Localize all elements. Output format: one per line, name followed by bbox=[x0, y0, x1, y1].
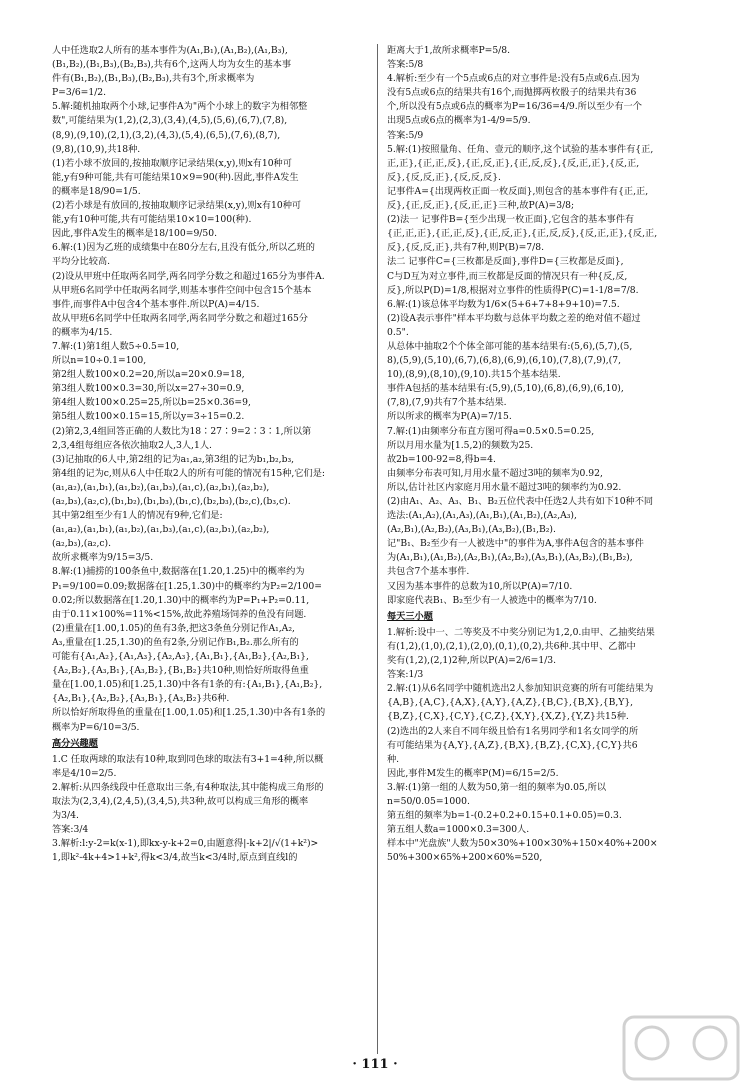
left-text-line: P₁=9/100=0.09;数据落在[1.25,1.30)中的概率约为P₂=2/100= bbox=[52, 580, 322, 592]
left-column bbox=[52, 44, 382, 865]
right-text-line: 样本中"光盘族"人数为50×30%+100×30%+150×40%+200× bbox=[387, 838, 658, 850]
left-text-line: 1,即k²-4k+4>1+k²,得k<3/4,故当k<3/4时,原点到直线l的 bbox=[52, 852, 298, 864]
left-text-line: 量在[1.00,1.05)和[1.25,1.30)中各有1条的有:{A₁,B₁},{A₁,B₂}, bbox=[52, 679, 323, 691]
right-text-line: 正,正},{正,正,反},{正,反,正},{正,反,反},{反,正,正},{反,正, bbox=[387, 157, 640, 169]
right-text-line: {正,正,正},{正,正,反},{正,反,正},{正,反,反},{反,正,正},{反,正, bbox=[387, 228, 658, 240]
left-text-line: (9,8),(10,9),共18种. bbox=[52, 143, 141, 155]
right-text-line: 为(A₁,B₁),(A₁,B₂),(A₂,B₁),(A₂,B₂),(A₃,B₁),(A₃,B₂),(B₁,B₂), bbox=[387, 552, 633, 564]
left-text-line: 高分兴趣题 bbox=[52, 737, 98, 749]
left-text-line: P=3/6=1/2. bbox=[52, 87, 107, 99]
left-text-line: 为3/4. bbox=[52, 810, 79, 822]
right-text-line: (A₂,B₁),(A₂,B₂),(A₃,B₁),(A₃,B₂),(B₁,B₂). bbox=[387, 524, 556, 536]
left-text-line: {A₂,B₁},{A₂,B₂},{A₃,B₁},{A₃,B₂}共6种. bbox=[52, 693, 230, 705]
left-text-line: 其中第2组至少有1人的情况有9种,它们是: bbox=[52, 510, 223, 522]
left-text-line: 事件,而事件A中包含4个基本事件.所以P(A)=4/15. bbox=[52, 298, 260, 310]
left-text-line: (2)设从甲班中任取两名同学,两名同学分数之和超过165分为事件A. bbox=[52, 270, 325, 282]
right-text-line: 6.解:(1)该总体平均数为1/6×(5+6+7+8+9+10)=7.5. bbox=[387, 298, 620, 310]
right-text-line: 反},所以P(D)=1/8,根据对立事件的性质得P(C)=1-1/8=7/8. bbox=[387, 284, 639, 296]
left-text-line: 6.解:(1)因为乙班的成绩集中在80分左右,且没有低分,所以乙班的 bbox=[52, 242, 315, 254]
left-text-line: 平均分比较高. bbox=[52, 256, 111, 268]
left-text-line: 第4组人数100×0.25=25,所以b=25×0.36=9, bbox=[52, 397, 251, 409]
right-text-line: 即家庭代表B₁、B₂至少有一人被选中的概率为7/10. bbox=[387, 594, 597, 606]
left-text-line: 0.02;所以数据落在[1.20,1.30)中的概率约为P=P₁+P₂=0.11, bbox=[52, 594, 310, 606]
left-text-line: 所以n=10÷0.1=100, bbox=[52, 355, 147, 367]
left-text-line: 第3组人数100×0.3=30,所以x=27÷30=0.9, bbox=[52, 383, 245, 395]
right-text-line: 由频率分布表可知,月用水量不超过3吨的频率为0.92, bbox=[387, 467, 603, 479]
right-text-line: 有可能结果为{A,Y},{A,Z},{B,X},{B,Z},{C,X},{C,Y}共6 bbox=[387, 739, 638, 751]
left-text-line: (2)重量在[1.00,1.05)的鱼有3条,把这3条鱼分别记作A₁,A₂, bbox=[52, 622, 295, 634]
right-text-line: 奖有(1,2),(2,1)2种,所以P(A)=2/6=1/3. bbox=[387, 655, 557, 667]
right-text-line: {A,B},{A,C},{A,X},{A,Y},{A,Z},{B,C},{B,X},{B,Y}, bbox=[387, 697, 634, 709]
left-text-line: 故所求概率为9/15=3/5. bbox=[52, 552, 154, 564]
left-text-line: 能,y有10种可能,共有可能结果10×10=100(种). bbox=[52, 214, 252, 226]
left-text-line: 8.解:(1)捕捞的100条鱼中,数据落在[1.20,1.25)中的概率约为 bbox=[52, 566, 305, 578]
right-text-line: 每天三小题 bbox=[387, 610, 433, 622]
left-text-line: 第4组的记为c,则从6人中任取2人的所有可能的情况有15种,它们是: bbox=[52, 467, 325, 479]
right-text-line: 又因为基本事件的总数为10,所以P(A)=7/10. bbox=[387, 580, 573, 592]
right-text-line: 种. bbox=[387, 753, 400, 765]
page-number: · 111 · bbox=[352, 1057, 398, 1072]
left-text-line: 所以恰好所取得鱼的重量在[1.00,1.05)和[1.25,1.30)中各有1条的 bbox=[52, 707, 326, 719]
left-text-line: 件有(B₁,B₂),(B₁,B₃),(B₂,B₃),共有3个,所求概率为 bbox=[52, 73, 255, 85]
right-text-line: 所以所求的概率为P(A)=7/15. bbox=[387, 411, 512, 423]
right-text-line: 有(1,2),(1,0),(2,1),(2,0),(0,1),(0,2),共6种.其中甲、乙都中 bbox=[387, 640, 636, 652]
right-column bbox=[387, 44, 715, 865]
left-text-line: 率是4/10=2/5. bbox=[52, 767, 117, 779]
left-text-line: 可能有{A₁,A₂},{A₁,A₃},{A₂,A₃},{A₁,B₁},{A₁,B₂},{A₂,B₁}, bbox=[52, 651, 309, 663]
right-text-line: 选法:(A₁,A₂),(A₁,A₃),(A₁,B₁),(A₁,B₂),(A₂,A₃), bbox=[387, 510, 577, 522]
left-text-line: 因此,事件A发生的概率是18/100=9/50. bbox=[52, 228, 218, 240]
right-text-line: (7,8),(7,9)共有7个基本结果. bbox=[387, 397, 507, 409]
left-text-line: (8,9),(9,10),(2,1),(3,2),(4,3),(5,4),(6,5),(7,6),(8,7), bbox=[52, 129, 281, 141]
right-text-line: 第五组人数a=1000×0.3=300人. bbox=[387, 824, 530, 836]
right-text-line: 所以月用水量为[1.5,2)的频数为25. bbox=[387, 439, 534, 451]
left-text-line: 1.C 任取两球的取法有10种,取到同色球的取法有3+1=4种,所以概 bbox=[52, 753, 324, 765]
left-text-line: 的概率为4/15. bbox=[52, 326, 113, 338]
right-text-line: 距离大于1,故所求概率P=5/8. bbox=[387, 45, 511, 56]
left-text-line: 能,y有9种可能,共有可能结果10×9=90(种).因此,事件A发生 bbox=[52, 171, 299, 183]
left-text-line: (3)记抽取的6人中,第2组的记为a₁,a₂,第3组的记为b₁,b₂,b₃, bbox=[52, 453, 295, 465]
left-text-line: (a₂,b₃),(a₂,c). bbox=[52, 538, 112, 550]
left-text-line: (1)若小球不放回的,按抽取顺序记录结果(x,y),则x有10种可 bbox=[52, 157, 292, 169]
right-text-line: 7.解:(1)由频率分布直方图可得a=0.5×0.5=0.25, bbox=[387, 425, 595, 437]
left-text-line: 数",可能结果为(1,2),(2,3),(3,4),(4,5),(5,6),(6,7),(7,8), bbox=[52, 115, 288, 127]
right-text-line: (2)由A₁、A₂、A₃、B₁、B₂五位代表中任选2人共有如下10种不同 bbox=[387, 496, 654, 507]
left-text-line: (2)第2,3,4组回答正确的人数比为18∶27∶9=2∶3∶1,所以第 bbox=[52, 425, 312, 437]
right-text-line: 答案:1/3 bbox=[387, 669, 424, 681]
left-text-line: (a₁,a₂),(a₁,b₁),(a₁,b₂),(a₁,b₃),(a₁,c),(a₂,b₁),(a₂,b₂), bbox=[52, 524, 270, 536]
right-text-line: 出现5点或6点的概率为1-4/9=5/9. bbox=[387, 115, 531, 127]
right-text-line: 0.5". bbox=[387, 326, 409, 338]
left-text-line: 故从甲班6名同学中任取两名同学,两名同学分数之和超过165分 bbox=[52, 312, 308, 324]
watermark-logo bbox=[622, 1013, 740, 1083]
right-text-line: 答案:5/8 bbox=[387, 59, 424, 71]
right-text-line: 没有5点或6点的结果共有16个,而抛掷两枚骰子的结果共有36 bbox=[387, 87, 637, 99]
right-text-line: 共包含7个基本事件. bbox=[387, 566, 470, 578]
right-text-line: 50%+300×65%+200×60%=520, bbox=[387, 852, 543, 864]
right-text-line: 法二 记事件C={三枚都是反面},事件D={三枚都是反面}, bbox=[387, 256, 624, 268]
left-text-line: 7.解:(1)第1组人数5÷0.5=10, bbox=[52, 340, 180, 352]
left-text-line: 概率为P=6/10=3/5. bbox=[52, 721, 140, 733]
left-text-line: 人中任选取2人所有的基本事件为(A₁,B₁),(A₁,B₂),(A₁,B₃), bbox=[52, 45, 288, 56]
column-divider bbox=[377, 44, 378, 1054]
left-text-line: 2.解析:从四条线段中任意取出三条,有4种取法,其中能构成三角形的 bbox=[52, 781, 324, 793]
left-text-line: 第2组人数100×0.2=20,所以a=20×0.9=18, bbox=[52, 369, 245, 381]
right-text-line: C与D互为对立事件,而三枚都是反面的情况只有一种{反,反, bbox=[387, 270, 628, 282]
right-text-line: 1.解析:设中一、二等奖及不中奖分别记为1,2,0.由甲、乙抽奖结果 bbox=[387, 626, 655, 638]
left-text-line: (2)若小球是有放回的,按抽取顺序记录结果(x,y),则x有10种可 bbox=[52, 200, 302, 212]
right-text-line: 答案:5/9 bbox=[387, 129, 424, 141]
left-text-line: (a₁,a₂),(a₁,b₁),(a₁,b₂),(a₁,b₃),(a₁,c),(a₂,b₁),(a₂,b₂), bbox=[52, 481, 270, 493]
right-text-line: 3.解:(1)第一组的人数为50,第一组的频率为0.05,所以 bbox=[387, 781, 607, 793]
right-text-line: (2)法一 记事件B={至少出现一枚正面},它包含的基本事件有 bbox=[387, 214, 635, 226]
right-text-line: 从总体中抽取2个个体全部可能的基本结果有:(5,6),(5,7),(5, bbox=[387, 340, 633, 352]
right-text-line: 反},{反,反,正},{反,反,反}. bbox=[387, 171, 501, 183]
left-text-line: 的概率是18/90=1/5. bbox=[52, 185, 141, 197]
right-text-line: 个,所以没有5点或6点的概率为P=16/36=4/9.所以至少有一个 bbox=[387, 101, 642, 113]
right-text-line: 2.解:(1)从6名同学中随机选出2人参加知识竞赛的所有可能结果为 bbox=[387, 683, 654, 695]
left-text-line: 取法为(2,3,4),(2,4,5),(3,4,5),共3种,故可以构成三角形的概率 bbox=[52, 795, 309, 807]
right-text-line: 反},{正,反,正},{反,正,正}三种,故P(A)=3/8; bbox=[387, 200, 575, 212]
right-text-line: (2)选出的2人来自不同年级且恰有1名男同学和1名女同学的所 bbox=[387, 725, 639, 737]
right-text-line: {B,Z},{C,X},{C,Y},{C,Z},{X,Y},{X,Z},{Y,Z}共15种. bbox=[387, 711, 629, 723]
left-text-line: (a₂,b₃),(a₂,c),(b₁,b₂),(b₁,b₃),(b₁,c),(b₂,b₃),(b₂,c),(b₃,c). bbox=[52, 496, 291, 507]
left-text-line: 答案:3/4 bbox=[52, 824, 89, 836]
left-text-line: 第5组人数100×0.15=15,所以y=3÷15=0.2. bbox=[52, 411, 245, 423]
right-text-line: 事件A包括的基本结果有:(5,9),(5,10),(6,8),(6,9),(6,10), bbox=[387, 383, 624, 395]
right-text-line: 4.解析:至少有一个5点或6点的对立事件是:没有5点或6点.因为 bbox=[387, 73, 640, 85]
right-text-line: 10),(8,9),(8,10),(9,10).共15个基本结果. bbox=[387, 369, 561, 381]
right-text-line: 反},{反,反,正},共有7种,则P(B)=7/8. bbox=[387, 242, 544, 254]
left-text-line: (B₁,B₂),(B₁,B₃),(B₂,B₃),共有6个,这两人均为女生的基本事 bbox=[52, 59, 292, 71]
right-text-line: 5.解:(1)按照量角、任角、壹元的顺序,这个试验的基本事件有{正, bbox=[387, 143, 654, 155]
left-text-line: 由于0.11×100%=11%<15%,故此养殖场饲养的鱼没有问题. bbox=[52, 608, 307, 620]
left-text-line: A₃,重量在[1.25,1.30)的鱼有2条,分别记作B₁,B₂.那么所有的 bbox=[52, 636, 299, 648]
left-text-line: 3.解析:l:y-2=k(x-1),即kx-y-k+2=0,由题意得|-k+2|/√(1+k²)> bbox=[52, 838, 319, 850]
right-text-line: 记"B₁、B₂至少有一人被选中"的事件为A,事件A包含的基本事件 bbox=[387, 538, 644, 550]
right-text-line: 因此,事件M发生的概率P(M)=6/15=2/5. bbox=[387, 767, 559, 779]
left-text-line: 2,3,4组每组应各依次抽取2人,3人,1人. bbox=[52, 439, 212, 451]
right-text-line: 记事件A={出现两枚正面一枚反面},则包含的基本事件有{正,正, bbox=[387, 185, 649, 197]
right-text-line: n=50/0.05=1000. bbox=[387, 795, 470, 807]
right-text-line: 第五组的频率为b=1-(0.2+0.2+0.15+0.1+0.05)=0.3. bbox=[387, 810, 622, 822]
right-text-line: 故2b=100-92=8,得b=4. bbox=[387, 453, 496, 465]
right-text-line: 所以,估计社区内家庭月用水量不超过3吨的频率约为0.92. bbox=[387, 481, 622, 493]
left-text-line: 从甲班6名同学中任取两名同学,则基本事件空间中包含15个基本 bbox=[52, 284, 312, 296]
left-text-line: {A₂,B₂},{A₃,B₁},{A₃,B₂},{B₁,B₂}共10种,则恰好所取得鱼重 bbox=[52, 665, 309, 677]
right-text-line: 8),(5,9),(5,10),(6,7),(6,8),(6,9),(6,10),(7,8),(7,9),(7, bbox=[387, 355, 621, 367]
right-text-line: (2)设A表示事件"样本平均数与总体平均数之差的绝对值不超过 bbox=[387, 312, 641, 324]
left-text-line: 5.解:随机抽取两个小球,记事件A为"两个小球上的数字为相邻整 bbox=[52, 101, 308, 113]
